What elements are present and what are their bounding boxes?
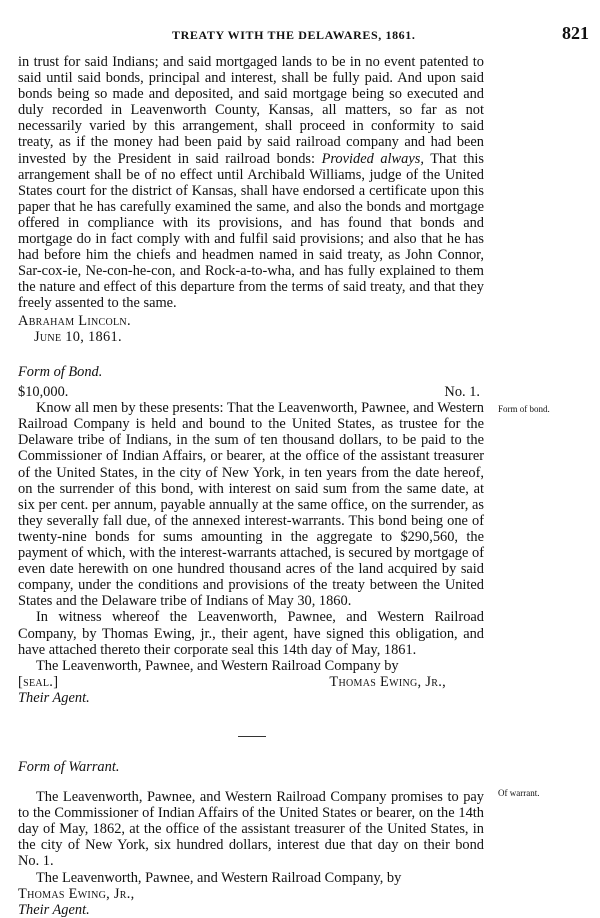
treaty-section xyxy=(18,54,484,345)
treaty-paragraph xyxy=(18,54,484,312)
treaty-date: June 10, 1861. xyxy=(34,328,122,345)
section-divider xyxy=(238,736,266,737)
bond-section xyxy=(18,364,484,706)
warrant-paragraph: The Leavenworth, Pawnee, and Western Railroad Company promises to pay to the Commissioner of Indian Affairs of the United States or bearer, on the 14th day of May, 1862, at the office of the assistant treasurer of the United States, in the city of New York, six hundred dollars, interest due that day on their bond No. 1. xyxy=(18,789,484,870)
page-number: 821 xyxy=(562,23,589,43)
warrant-agent-name: Thomas Ewing, Jr., xyxy=(18,885,135,902)
warrant-heading: Form of Warrant. xyxy=(18,759,120,775)
sidenote-of-warrant: Of warrant. xyxy=(498,788,540,798)
sidenote-form-of-bond: Form of bond. xyxy=(498,404,550,414)
bond-number: No. 1. xyxy=(444,384,480,401)
bond-amount-row xyxy=(18,384,484,400)
bond-heading: Form of Bond. xyxy=(18,364,103,380)
warrant-agent-title: Their Agent. xyxy=(18,901,90,918)
seal-mark: [seal.] xyxy=(18,673,59,690)
proviso-label: Provided always, xyxy=(321,150,424,167)
proviso-text: That this arrangement shall be of no effect until Archibald Williams, judge of the United States court for the district of Kansas, shall have endorsed a certificate upon this paper that he has carefully examined the same, and also the bonds and mortgage offered in compliance with its provisions, and has found that bonds and mortgage do in fact comply with and fulfil said provisions; and also that he has had before him the chiefs and headmen named in said treaty, as John Connor, Sar-cox-ie, Ne-con-he-con, and Rock-a-to-wha, and has fully explained to them the nature and effect of this departure from the terms of said treaty, and that they freely assented to the same. xyxy=(18,150,485,312)
bond-witness-paragraph: In witness whereof the Leavenworth, Pawnee, and Western Railroad Company, by Thomas Ewing, jr., their agent, have signed this obligation, and have attached thereto their corporate seal this 14th day of May, 1861. xyxy=(18,609,484,658)
bond-amount: $10,000. xyxy=(18,384,69,401)
bond-company-line: The Leavenworth, Pawnee, and Western Railroad Company by xyxy=(36,657,399,674)
page-header xyxy=(0,23,600,50)
warrant-section xyxy=(18,759,484,918)
running-head: TREATY WITH THE DELAWARES, 1861. xyxy=(172,28,416,42)
bond-signature-row xyxy=(18,674,484,690)
lincoln-signature: Abraham Lincoln. xyxy=(18,312,131,329)
warrant-company-line: The Leavenworth, Pawnee, and Western Railroad Company, by xyxy=(36,869,402,886)
treaty-paragraph-text: in trust for said Indians; and said mortgaged lands to be in no event patented to said until said bonds, principal and interest, shall be fully paid. And upon said bonds being so made and deposited, and said mortgage being so executed and duly recorded in Leavenworth County, Kansas, all matters, so far as not necessarily varied by this arrangement, shall proceed in conformity to said treaty, as if the money had been paid by said railroad company and had been invested by the President in said railroad bonds: xyxy=(18,54,484,167)
bond-agent-name: Thomas Ewing, Jr., xyxy=(329,673,446,690)
bond-agent-title: Their Agent. xyxy=(18,689,90,706)
bond-paragraph: Know all men by these presents: That the Leavenworth, Pawnee, and Western Railroad Company is held and bound to the United States, as trustee for the Delaware tribe of Indians, in the sum of ten thousand dollars, to be paid to the Commissioner of Indian Affairs, or bearer, at the office of the assistant treasurer of the United States, in the city of New York, in ten years from the date hereof, on the surrender of this bond, with interest on said sum from the same date, at six per cent. per annum, payable annually at the same office, on the surrender, as they severally fall due, of the annexed interest-warrants. This bond being one of twenty-nine bonds for sums amounting in the aggregate to $290,560, the payment of which, with the interest-warrants attached, is secured by mortgage of even date herewith on one hundred thousand acres of the land acquired by said company, under the conditions and provisions of the treaty between the United States and the Delaware tribe of Indians of May 30, 1860. xyxy=(18,400,484,610)
